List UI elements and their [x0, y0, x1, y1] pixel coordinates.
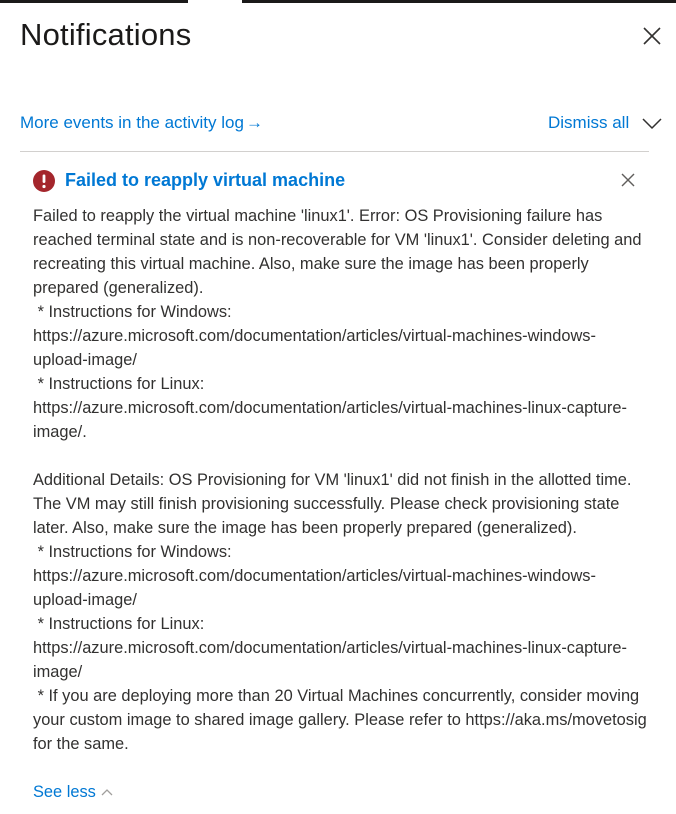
tab-indicator-right: [242, 0, 676, 3]
chevron-down-icon: [641, 115, 663, 131]
chevron-up-icon: [101, 788, 113, 798]
dismiss-all-button[interactable]: Dismiss all: [548, 113, 630, 132]
toolbar-divider: [20, 151, 649, 152]
panel-title: Notifications: [20, 17, 192, 52]
close-icon: [619, 171, 637, 189]
error-icon: [32, 169, 56, 193]
more-events-link[interactable]: [20, 112, 263, 134]
notification-body: Failed to reapply the virtual machine 'linux1'. Error: OS Provisioning failure has reached terminal state and is non-recoverable for VM 'linux1'. Consider deleting and recreating this virtual machine. Also, make sure the image has been properly prepared (generalized). * Instructions for Windows: https://azure.microsoft.com/documentation/articles/virtual-machines-windows-upload-image/ * Instructions for Linux: https://azure.microsoft.com/documentation/articles/virtual-machines-linux-capture-image/. Additional Details: OS Provisioning for VM 'linux1' did not finish in the allotted time. The VM may still finish provisioning successfully. Please check provisioning state later. Also, make sure the image has been properly prepared (generalized). * Instructions for Windows: https://azure.microsoft.com/documentation/articles/virtual-machines-windows-upload-image/ * Instructions for Linux: https://azure.microsoft.com/documentation/articles/virtual-machines-linux-capture-image/ * If you are deploying more than 20 Virtual Machines concurrently, consider moving your custom image to shared image gallery. Please refer to https://aka.ms/movetosig for the same.: [33, 207, 647, 753]
notification-header: [32, 168, 648, 194]
arrow-right-icon: →: [245, 113, 263, 132]
more-events-label: More events in the activity log: [20, 113, 244, 132]
expand-toolbar-button[interactable]: [641, 115, 663, 131]
see-less-label: See less: [33, 783, 96, 801]
tab-indicator-left: [0, 0, 188, 3]
notification-title[interactable]: Failed to reapply virtual machine: [65, 170, 346, 190]
dismiss-notification-button[interactable]: [619, 171, 637, 189]
notifications-toolbar: [20, 112, 668, 136]
tab-indicator-bar: [0, 0, 676, 3]
see-less-link[interactable]: [33, 780, 113, 804]
close-panel-button[interactable]: [638, 22, 666, 50]
close-icon: [638, 22, 666, 50]
